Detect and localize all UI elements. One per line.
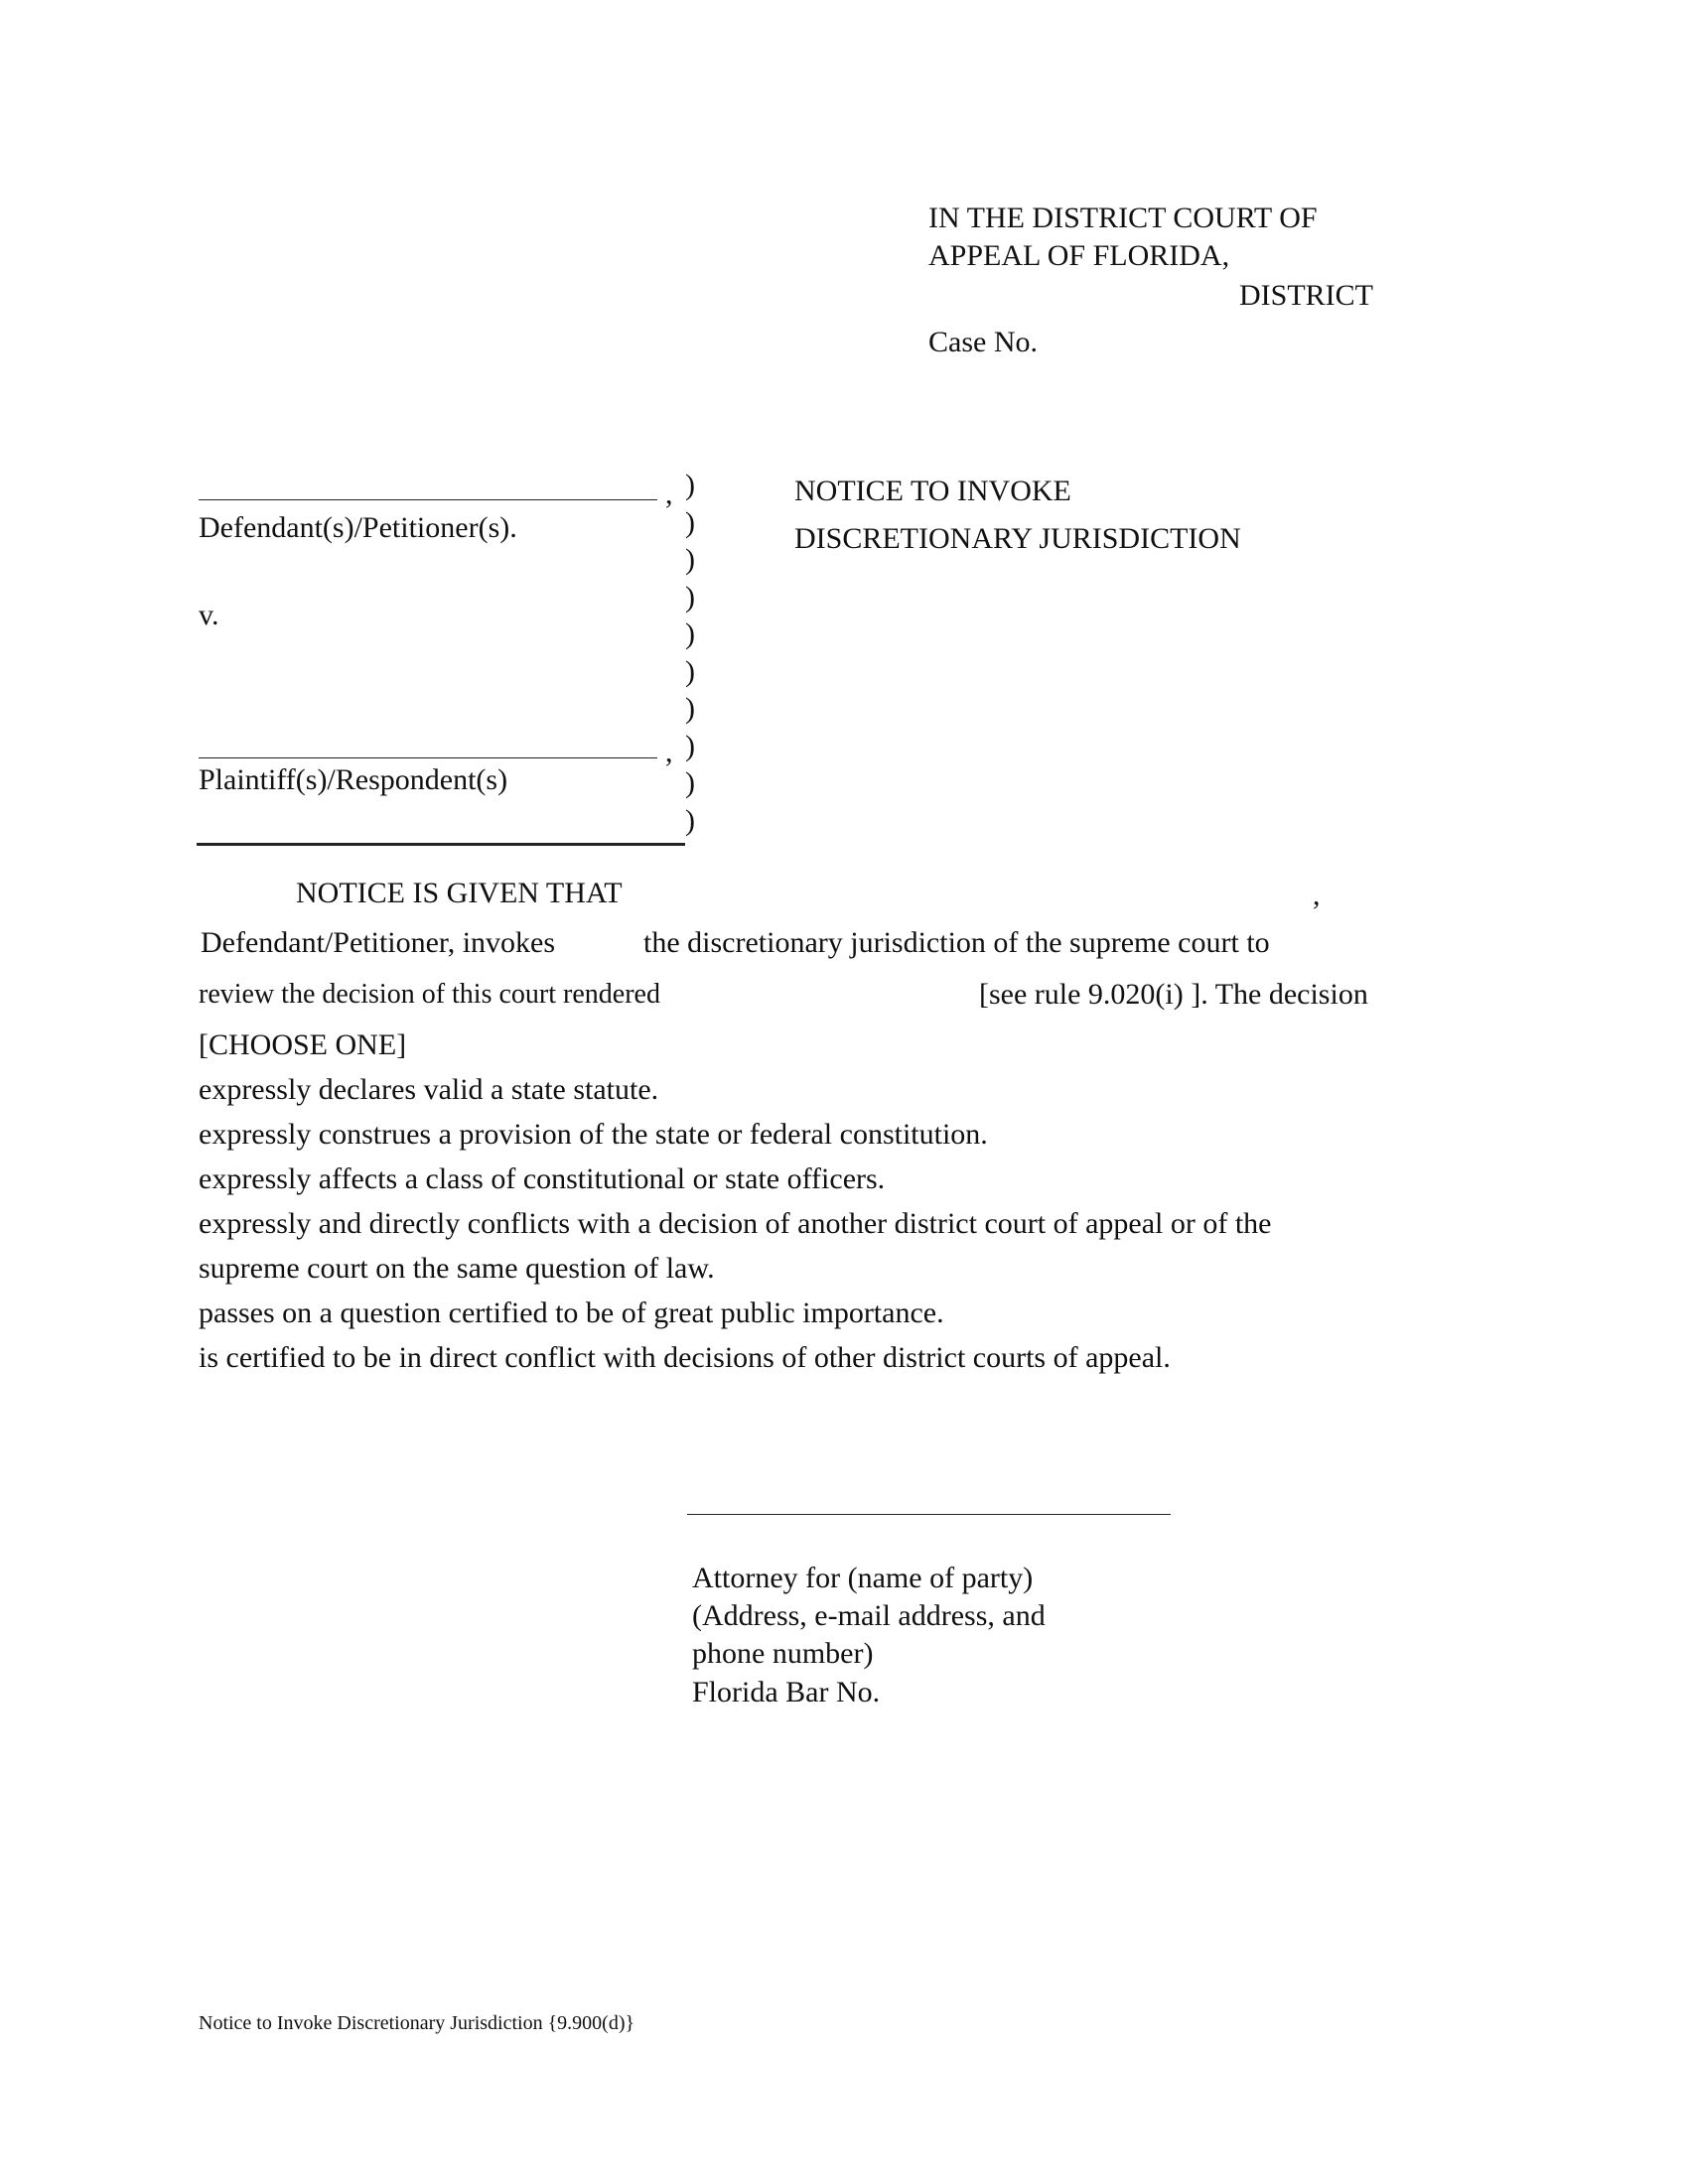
caption-comma-2: , — [665, 736, 673, 768]
versus-label: v. — [199, 599, 219, 631]
court-header-district: DISTRICT — [1239, 279, 1373, 312]
caption-paren: ) — [685, 617, 695, 650]
signature-address: (Address, e-mail address, and — [692, 1599, 1046, 1632]
caption-bottom-rule — [197, 843, 685, 846]
caption-parenthesis-column — [685, 467, 709, 839]
signature-phone: phone number) — [692, 1637, 874, 1670]
court-header-line-2: APPEAL OF FLORIDA, — [928, 239, 1230, 272]
option-item: passes on a question certified to be of great public importance. — [199, 1297, 944, 1329]
option-item: expressly affects a class of constitutional or state officers. — [199, 1162, 886, 1195]
caption-paren: ) — [685, 469, 695, 501]
option-item: expressly declares valid a state statute. — [199, 1073, 659, 1106]
court-header-line-1: IN THE DISTRICT COURT OF — [928, 202, 1318, 234]
body-line-3b: [see rule 9.020(i) ]. The decision — [979, 978, 1368, 1011]
caption-paren: ) — [685, 505, 695, 539]
petitioner-name-line[interactable] — [199, 499, 657, 500]
document-title-line-2: DISCRETIONARY JURISDICTION — [794, 522, 1241, 555]
caption-paren: ) — [685, 654, 695, 688]
petitioner-label: Defendant(s)/Petitioner(s). — [199, 511, 517, 544]
respondent-name-line[interactable] — [199, 757, 657, 758]
respondent-label: Plaintiff(s)/Respondent(s) — [199, 763, 508, 796]
notice-given-text: NOTICE IS GIVEN THAT — [296, 877, 623, 909]
option-item: is certified to be in direct conflict with decisions of other district courts of appeal. — [199, 1341, 1171, 1374]
case-number-label: Case No. — [928, 326, 1038, 358]
caption-paren: ) — [685, 580, 695, 614]
caption-paren: ) — [685, 692, 695, 725]
body-line-2b: the discretionary jurisdiction of the supreme court to — [643, 926, 1270, 959]
caption-comma-1: , — [665, 478, 673, 510]
option-item: expressly construes a provision of the state or federal constitution. — [199, 1118, 988, 1151]
document-title-line-1: NOTICE TO INVOKE — [794, 475, 1071, 507]
option-item-continued: supreme court on the same question of law. — [199, 1252, 715, 1285]
choose-one-label: [CHOOSE ONE] — [199, 1028, 407, 1061]
body-line-3a: review the decision of this court rendered — [199, 979, 660, 1010]
option-item: expressly and directly conflicts with a decision of another district court of appeal or of the — [199, 1207, 1272, 1240]
signature-line[interactable] — [687, 1514, 1171, 1515]
notice-trailing-comma: , — [1313, 879, 1321, 911]
signature-bar-number: Florida Bar No. — [692, 1676, 881, 1708]
footer-form-reference: Notice to Invoke Discretionary Jurisdiction {9.900(d)} — [199, 2012, 635, 2034]
body-line-2a: Defendant/Petitioner, invokes — [201, 926, 556, 959]
signature-attorney-for: Attorney for (name of party) — [692, 1562, 1034, 1594]
caption-paren: ) — [685, 543, 695, 576]
caption-paren: ) — [685, 729, 695, 762]
caption-paren: ) — [685, 766, 695, 799]
caption-paren: ) — [685, 803, 695, 837]
